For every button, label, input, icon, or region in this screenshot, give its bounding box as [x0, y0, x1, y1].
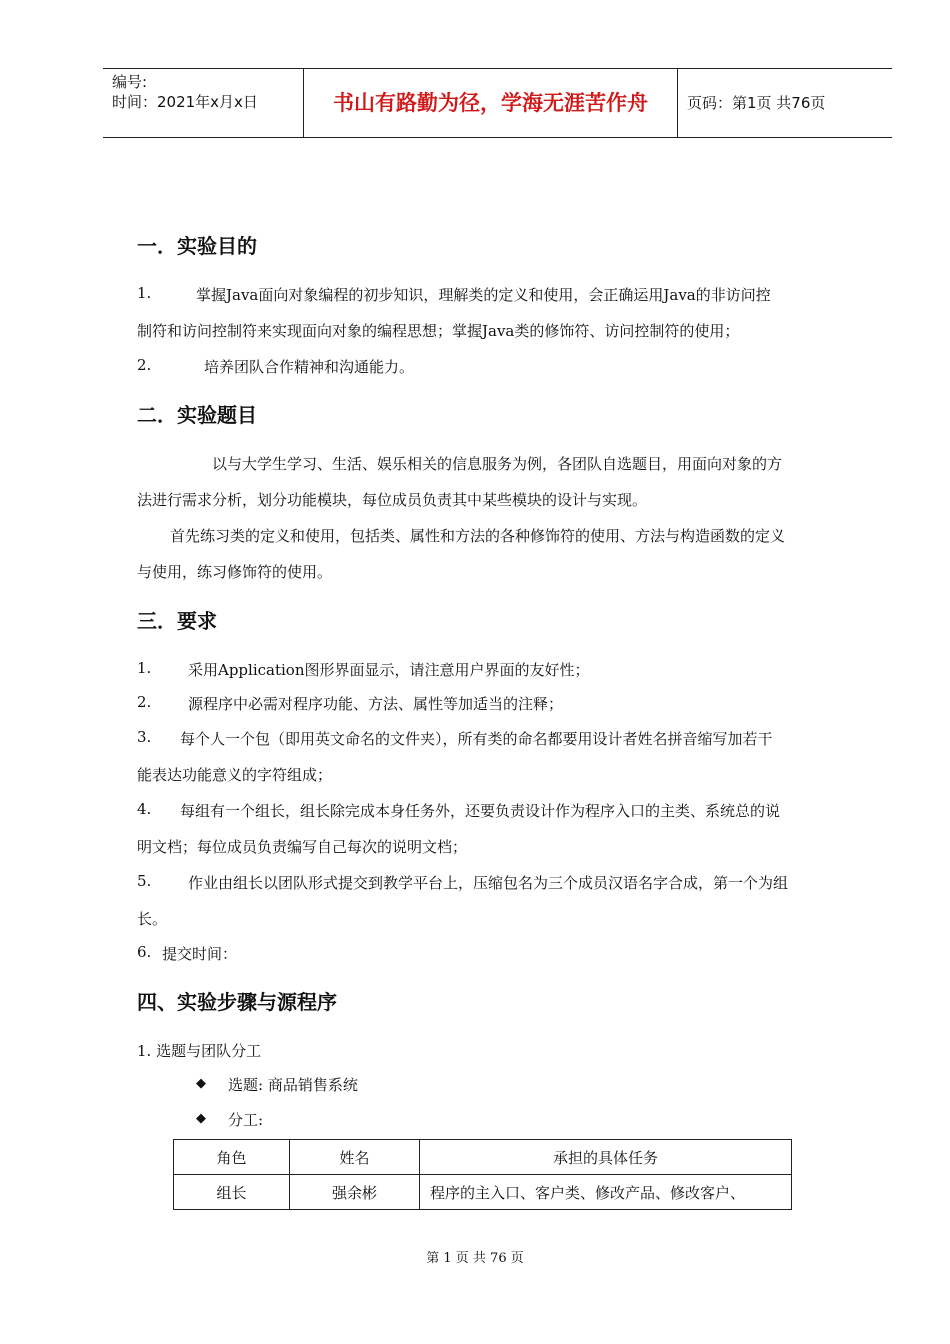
s4-bullet-division: 分工: — [228, 1111, 264, 1129]
s3-item-line: 源程序中必需对程序功能、方法、属性等加适当的注释； — [188, 695, 564, 713]
s3-item-line-cont: 明文档；每位成员负责编写自己每次的说明文档； — [137, 838, 468, 856]
s3-item-line-cont: 能表达功能意义的字符组成； — [137, 766, 333, 784]
page-footer: 第 1 页 共 76 页 — [426, 1251, 524, 1266]
s2-p2-line1: 首先练习类的定义和使用，包括类、属性和方法的各种修饰符的使用、方法与构造函数的定义 — [170, 527, 786, 545]
s1-item1-line1: 掌握Java面向对象编程的初步知识，理解类的定义和使用，会正确运用Java的非访问控 — [196, 286, 771, 304]
diamond-bullet-icon: ◆ — [196, 1076, 206, 1091]
s2-p1-line1: 以与大学生学习、生活、娱乐相关的信息服务为例，各团队自选题目，用面向对象的方 — [212, 455, 783, 473]
s2-p1-line2: 法进行需求分析，划分功能模块，每位成员负责其中某些模块的设计与实现。 — [137, 491, 648, 509]
header-page-info: 页码：第1页 共76页 — [687, 94, 826, 112]
section-3-title: 三．要求 — [137, 609, 217, 633]
s3-item-line: 每组有一个组长，组长除完成本身任务外，还要负责设计作为程序入口的主类、系统总的说 — [180, 802, 781, 820]
table-header-cell: 姓名 — [290, 1140, 420, 1175]
s1-item1-line2: 制符和访问控制符来实现面向对象的编程思想；掌握Java类的修饰符、访问控制符的使用； — [137, 322, 740, 340]
s3-item-line-cont: 长。 — [137, 910, 168, 928]
section-1-title: 一．实验目的 — [137, 234, 257, 258]
section-4-title: 四、实验步骤与源程序 — [137, 990, 337, 1014]
s4-bullet-topic: 选题: 商品销售系统 — [228, 1076, 358, 1094]
number-label: 编号: — [112, 73, 148, 91]
table-header-cell: 角色 — [174, 1140, 290, 1175]
s2-p2-line2: 与使用，练习修饰符的使用。 — [137, 563, 333, 581]
table-header-cell: 承担的具体任务 — [420, 1140, 792, 1175]
table-cell: 强余彬 — [290, 1175, 420, 1210]
table-header-row — [174, 1140, 792, 1175]
header-motto: 书山有路勤为径，学海无涯苦作舟 — [304, 69, 678, 137]
time-label: 时间：2021年x月x日 — [112, 93, 258, 111]
s3-item-num: 4. — [137, 800, 152, 818]
section-2-title: 二．实验题目 — [137, 403, 257, 427]
s3-item-num: 6. — [137, 943, 152, 961]
s3-item-line: 作业由组长以团队形式提交到教学平台上，压缩包名为三个成员汉语名字合成，第一个为组 — [188, 874, 789, 892]
diamond-bullet-icon: ◆ — [196, 1111, 206, 1126]
s3-item-line: 每个人一个包（即用英文命名的文件夹），所有类的命名都要用设计者姓名拼音缩写加若干 — [180, 730, 773, 748]
s3-item-line: 提交时间： — [162, 945, 238, 963]
s3-item-num: 5. — [137, 872, 152, 890]
page-header — [103, 68, 892, 138]
s1-item2-line1: 培养团队合作精神和沟通能力。 — [204, 358, 415, 376]
s4-item1: 1. 选题与团队分工 — [137, 1042, 262, 1060]
table-cell: 程序的主入口、客户类、修改产品、修改客户、 — [420, 1175, 792, 1210]
s3-item-num: 2. — [137, 693, 152, 711]
s1-item1-num: 1. — [137, 284, 152, 302]
table-cell: 组长 — [174, 1175, 290, 1210]
task-table — [173, 1139, 792, 1210]
s3-item-num: 1. — [137, 659, 152, 677]
s3-item-line: 采用Application图形界面显示，请注意用户界面的友好性； — [188, 661, 590, 679]
s3-item-num: 3. — [137, 728, 152, 746]
s1-item2-num: 2. — [137, 356, 152, 374]
header-meta — [103, 69, 304, 137]
table-row — [174, 1175, 792, 1210]
